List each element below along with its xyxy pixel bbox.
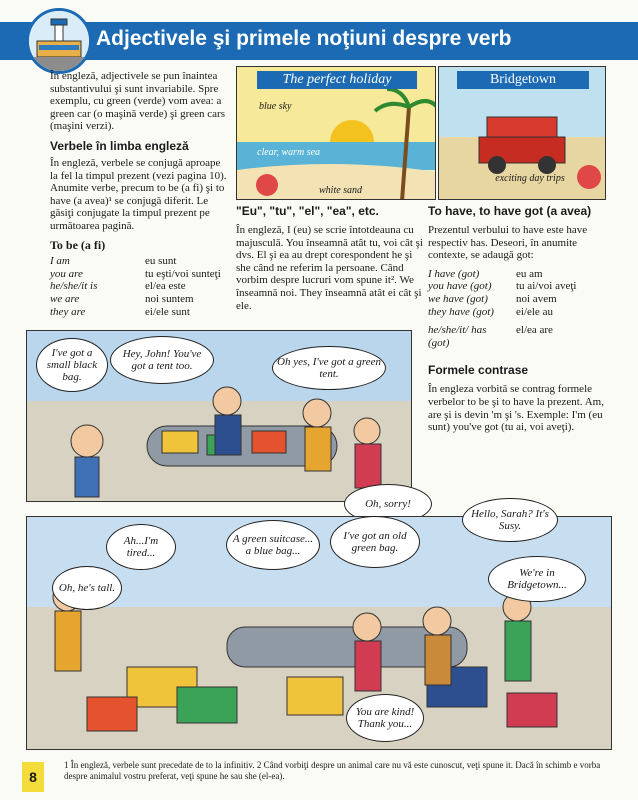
column-adjectives (50, 70, 230, 318)
to-have-ro: ei/ele au (516, 305, 553, 318)
pronouns-paragraph: În engleză, I (eu) se scrie întotdeauna cu majusculă. You înseamnă atât tu, voi cât şi dvs. El şi ea au drept corespondent he şi she când ne referim la persoane. Când vorbim despre lucruri vom spune it². We înseamnă noi. They înseamnă atât ei cât şi ele. (236, 224, 423, 312)
to-be-en: we are (50, 292, 80, 305)
to-be-en: I am (50, 255, 70, 268)
column-to-have (428, 204, 608, 434)
to-have-third-person (428, 324, 608, 349)
to-have-table (428, 268, 608, 318)
holiday-label: clear, warm sea (257, 147, 321, 158)
verbs-heading: Verbele în limba engleză (50, 138, 189, 153)
to-be-ro: el/ea este (145, 280, 186, 293)
bridgetown-picture (438, 66, 606, 200)
to-be-table (50, 255, 230, 318)
to-have-ro: noi avem (516, 292, 557, 305)
contractions-heading: Formele contrase (428, 363, 529, 378)
intro-paragraph: În engleză, adjectivele se pun înaintea substantivului şi sunt invariabile. Spre exemplu, cu green (verde) vom avea: a green car (o maşină verde) şi green cars (maşini verzi). (50, 70, 225, 133)
to-have-en: he/she/it/ has (got) (428, 324, 487, 349)
to-be-ro: tu eşti/voi sunteţi (145, 267, 221, 280)
page-number: 8 (22, 762, 44, 792)
speech-bubble: Ah...I'm tired... (106, 524, 176, 570)
to-be-en: you are (50, 267, 83, 280)
column-pronouns (236, 204, 428, 312)
to-have-en: I have (got) (428, 267, 480, 280)
holiday-label: blue sky (259, 101, 292, 112)
to-have-en: you have (got) (428, 280, 492, 293)
to-be-ro: ei/ele sunt (145, 305, 190, 318)
to-have-ro: tu ai/voi aveţi (516, 280, 577, 293)
to-have-ro: el/ea are (516, 324, 553, 337)
to-be-en: they are (50, 305, 86, 318)
speech-bubble: Hey, John! You've got a tent too. (110, 336, 214, 384)
speech-bubble: Oh, sorry! (344, 484, 432, 524)
to-have-ro: eu am (516, 267, 543, 280)
to-have-paragraph: Prezentul verbului to have este have respectiv has. Deseori, în anumite contexte, se adaugă got: (428, 224, 588, 262)
speech-bubble: A green suitcase... a blue bag... (226, 520, 320, 570)
holiday-label: white sand (319, 185, 363, 196)
bridgetown-title: Bridgetown (457, 71, 589, 89)
pronouns-heading: "Eu", "tu", "el", "ea", etc. (236, 204, 379, 218)
footnote: 1 În engleză, verbele sunt precedate de to la infinitiv. 2 Când vorbiţi despre un animal care nu vă este cunoscut, veţi spune it. Dacă în schimb e vorba despre animalul vostru preferat, veţi spune he sau she (el-ea). (64, 760, 601, 781)
to-have-heading: To have, to have got (a avea) (428, 204, 592, 218)
speech-bubble: I've got a small black bag. (36, 338, 108, 392)
airport-logo-icon (26, 8, 92, 74)
speech-bubble: I've got an old green bag. (330, 516, 420, 568)
speech-bubble: Oh yes, I've got a green tent. (272, 346, 386, 390)
to-be-ro: noi suntem (145, 292, 194, 305)
to-be-ro: eu sunt (145, 255, 177, 268)
holiday-picture (236, 66, 436, 200)
to-be-heading: To be (a fi) (50, 237, 106, 252)
verbs-paragraph: În engleză, verbele se conjugă aproape la fel la timpul prezent (vezi pagina 10). Anumite verbe, precum to be (a fi) şi to have (a avea)¹ se conjugă diferit. Le găsiţi conjugate la timpul prezent pe următoarea pagină. (50, 156, 227, 232)
speech-bubble: You are kind! Thank you... (346, 694, 424, 742)
to-have-en: they have (got) (428, 305, 494, 318)
to-be-en: he/she/it is (50, 280, 98, 293)
speech-bubble: We're in Bridgetown... (488, 556, 586, 602)
bridgetown-label: exciting day trips (495, 173, 565, 184)
to-have-en: we have (got) (428, 292, 488, 305)
contractions-paragraph: În engleza vorbită se contrag formele verbelor to be şi to have la prezent. Am, are şi is devin 'm şi 's. Exemple: I'm (eu sunt) you've got (tu ai, voi aveţi). (428, 383, 604, 434)
holiday-title: The perfect holiday (257, 71, 417, 89)
page-title: Adjectivele şi primele noţiuni despre verb (96, 27, 512, 50)
speech-bubble: Oh, he's tall. (52, 566, 122, 610)
speech-bubble: Hello, Sarah? It's Susy. (462, 498, 558, 542)
